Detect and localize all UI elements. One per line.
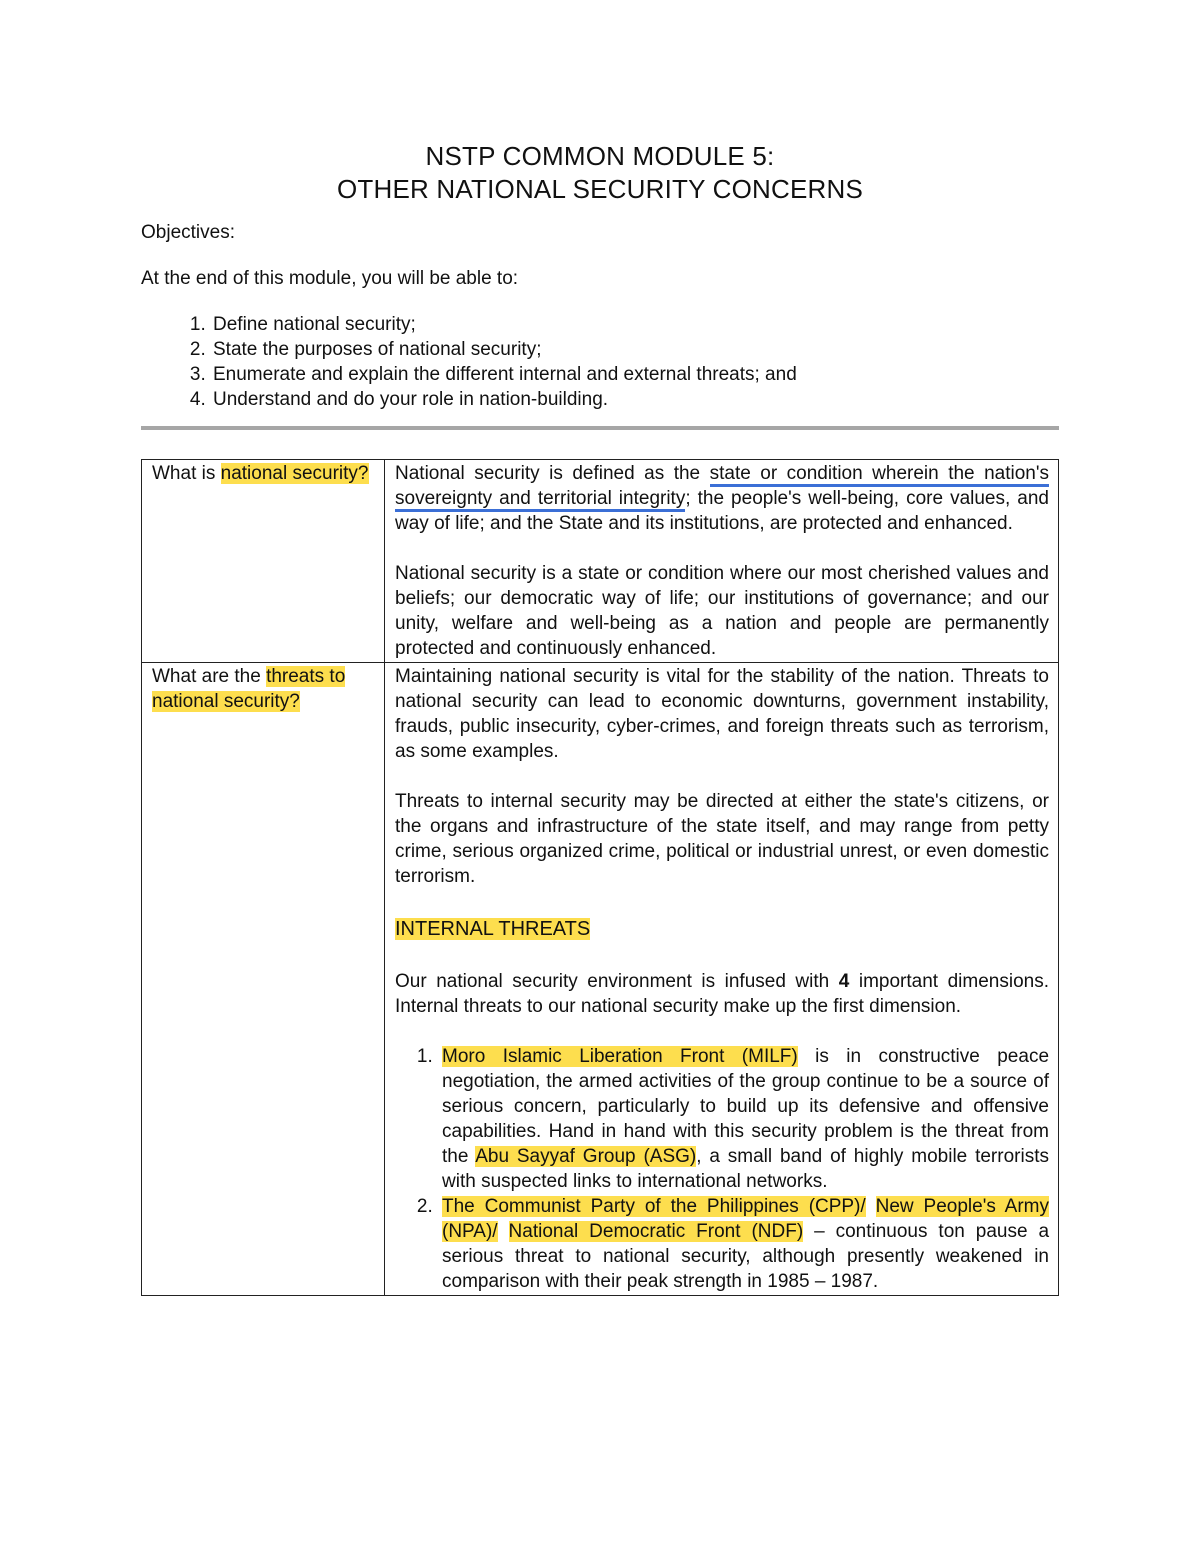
table-row <box>142 460 1059 663</box>
definition-paragraph <box>395 461 1049 536</box>
objectives-list <box>141 312 1059 412</box>
definition-paragraph-2: National security is a state or condition where our most cherished values and beliefs; our democratic way of life; our institutions of governance; and our unity, welfare and well-being as a nation and people are permanently protected and continuously enhanced. <box>395 563 1049 659</box>
horizontal-divider <box>141 426 1059 430</box>
objectives-heading: Objectives: <box>141 222 235 243</box>
threats-paragraph-1: Maintaining national security is vital for the stability of the nation. Threats to national security can lead to economic downturns, government instability, frauds, public insecurity, cyber-crimes, and foreign threats such as terrorism, as some examples. <box>395 666 1049 762</box>
qa-table <box>141 459 1059 1296</box>
dimensions-count: 4 <box>838 971 850 992</box>
table-row <box>142 663 1059 1296</box>
milf-highlight: Moro Islamic Liberation Front (MILF) <box>442 1046 798 1067</box>
asg-highlight: Abu Sayyaf Group (ASG) <box>475 1146 697 1167</box>
title-line-2: OTHER NATIONAL SECURITY CONCERNS <box>337 174 863 204</box>
threat-text: – continuous ton pause a serious threat to national security, although presently weakened in comparison with their peak strength in 1985 – 1987. <box>442 1221 1050 1292</box>
cpp-highlight: The Communist Party of the Philippines (CPP)/ <box>442 1196 866 1217</box>
title-line-1: NSTP COMMON MODULE 5: <box>425 141 775 171</box>
question-text: What are the <box>152 666 267 687</box>
internal-threats-heading <box>395 914 1049 944</box>
objective-item: 4. Understand and do your role in nation-building. <box>211 387 1059 412</box>
document-page <box>141 140 1059 1296</box>
threats-paragraph-2: Threats to internal security may be directed at either the state's citizens, or the organs and infrastructure of the state itself, and may range from petty crime, serious organized crime, political or industrial unrest, or even domestic terrorism. <box>395 791 1049 887</box>
list-item <box>438 1194 1049 1294</box>
objective-item: 3. Enumerate and explain the different internal and external threats; and <box>211 362 1059 387</box>
npa-highlight: New People's Army (NPA)/ <box>442 1196 1049 1242</box>
dimensions-paragraph <box>395 969 1049 1019</box>
question-cell <box>142 663 385 1296</box>
objectives-intro: At the end of this module, you will be able to: <box>141 268 519 289</box>
question-cell <box>142 460 385 663</box>
answer-cell <box>385 460 1059 663</box>
dimensions-text: Our national security environment is infused with <box>395 971 839 992</box>
list-item <box>438 1044 1049 1194</box>
threats-list <box>395 1044 1049 1294</box>
objective-item: 1. Define national security; <box>211 312 1059 337</box>
definition-text: National security is defined as the <box>395 463 710 484</box>
separator <box>498 1221 509 1242</box>
dimensions-text-rest: important dimensions. Internal threats to our national security make up the first dimension. <box>395 971 1049 1017</box>
definition-text-rest: ; the people's well-being, core values, and way of life; and the State and its institutions, are protected and enhanced. <box>395 488 1049 534</box>
question-highlight: national security? <box>220 463 369 484</box>
question-text: What is <box>152 463 221 484</box>
answer-cell <box>385 663 1059 1296</box>
objective-item: 2. State the purposes of national security; <box>211 337 1059 362</box>
separator <box>866 1196 876 1217</box>
ndf-highlight: National Democratic Front (NDF) <box>508 1221 804 1242</box>
threat-text-rest: , a small band of highly mobile terrorists with suspected links to international networks. <box>442 1146 1049 1192</box>
threat-text: is in constructive peace negotiation, the armed activities of the group continue to be a source of serious concern, particularly to build up its defensive and offensive capabilities. Hand in hand with this security problem is the threat from the <box>442 1046 1050 1167</box>
underlined-phrase: state or condition wherein the nation's sovereignty and territorial integrity <box>395 463 1049 512</box>
module-title <box>141 140 1059 206</box>
section-heading-text: INTERNAL THREATS <box>395 918 591 940</box>
question-highlight: threats to national security? <box>152 666 346 712</box>
